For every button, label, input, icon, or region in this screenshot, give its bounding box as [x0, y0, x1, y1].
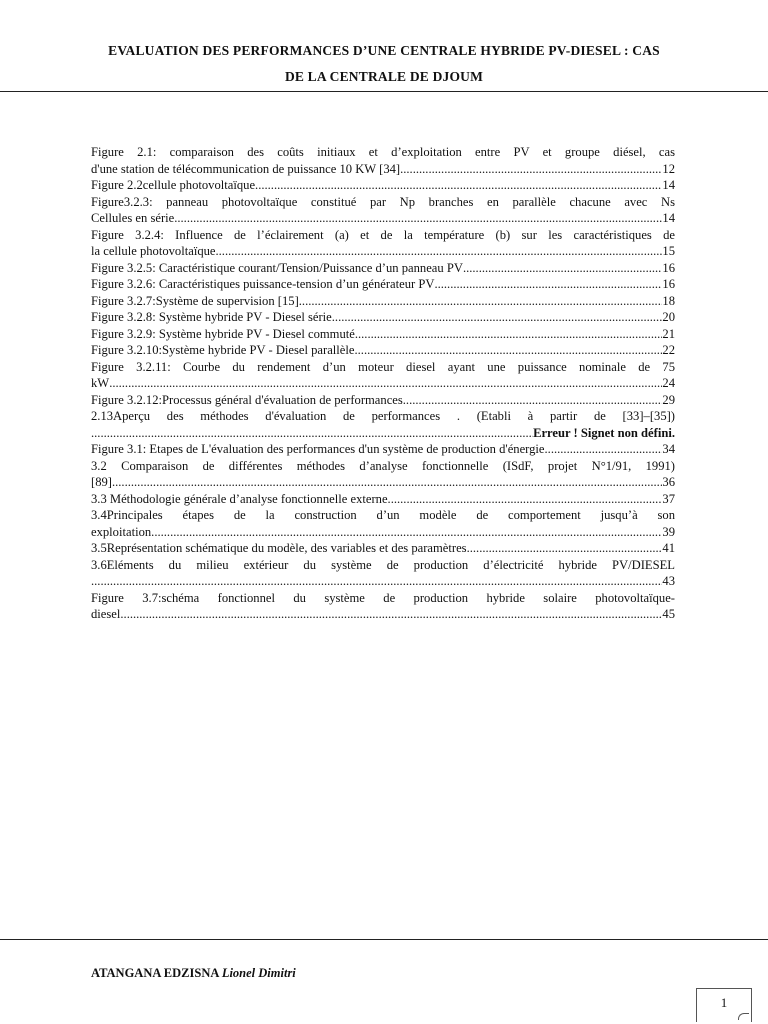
toc-entry[interactable] [91, 276, 675, 293]
toc-page-number: 36 [662, 475, 675, 489]
toc-entry-text: 3.6Eléments du milieu extérieur du système de production d’électricité hybride PV/DIESEL [91, 557, 675, 572]
toc-leader-dots [400, 161, 662, 178]
toc-entry[interactable] [91, 507, 675, 540]
header-title-line-1: EVALUATION DES PERFORMANCES D’UNE CENTRALE HYBRIDE PV-DIESEL : CAS [108, 43, 660, 58]
toc-error-text: Erreur ! Signet non défini. [533, 425, 675, 440]
toc-entry-text: 3.4Principales étapes de la construction d’un modèle de comportement jusqu’à son [91, 508, 675, 522]
toc-page-number: 37 [662, 491, 675, 506]
toc-page-number: 15 [662, 244, 675, 258]
toc-leader-dots [120, 606, 662, 623]
toc-entry-text: Figure 3.7:schéma fonctionnel du système de production hybride solaire photovoltaïque- [91, 590, 675, 605]
toc-leader-dots [332, 309, 663, 326]
toc-entry[interactable] [91, 491, 675, 508]
toc-entry-text: 3.3 Méthodologie générale d’analyse fonctionnelle externe [91, 491, 388, 506]
toc-entry-text: 3.5Représentation schématique du modèle, des variables et des paramètres [91, 541, 467, 555]
toc-page-number: 16 [662, 260, 675, 275]
table-of-figures [91, 144, 675, 623]
toc-entry[interactable] [91, 194, 675, 227]
toc-entry[interactable] [91, 177, 675, 194]
toc-leader-dots [548, 441, 663, 458]
toc-entry[interactable] [91, 293, 675, 310]
toc-leader-dots [112, 474, 662, 491]
toc-page-number: 22 [662, 343, 675, 357]
toc-entry-text: kW [91, 376, 110, 390]
toc-entry-text: Figure 2.1: comparaison des coûts initiaux et d’exploitation entre PV et groupe diésel, cas [91, 145, 675, 159]
toc-leader-dots [403, 392, 663, 409]
toc-entry-text: Figure 3.1: Etapes de L'évaluation des performances d'un système de production d'énergie. [91, 442, 548, 456]
toc-page-number: 14 [662, 178, 675, 192]
toc-page-number: 12 [662, 161, 675, 176]
toc-entry[interactable] [91, 227, 675, 260]
header-title-line-2: DE LA CENTRALE DE DJOUM [284, 69, 484, 84]
toc-entry-text: Figure 3.2.7:Système de supervision [15] [91, 293, 299, 308]
toc-leader-dots [434, 276, 662, 293]
toc-entry-text: Figure 3.2.10:Système hybride PV - Diesel parallèle [91, 343, 355, 357]
toc-page-number: 18 [662, 293, 675, 308]
toc-entry-text: d'une station de télécommunication de puissance 10 KW [34] [91, 161, 401, 176]
author-surname: ATANGANA EDZISNA [91, 966, 222, 980]
toc-entry[interactable] [91, 458, 675, 491]
toc-leader-dots [463, 260, 662, 277]
toc-leader-dots [355, 342, 663, 359]
toc-entry[interactable] [91, 540, 675, 557]
toc-entry-text: exploitation [91, 524, 152, 539]
toc-leader-dots [174, 210, 662, 227]
toc-entry[interactable] [91, 326, 675, 343]
toc-page-number: 24 [662, 376, 675, 390]
header-divider [0, 91, 768, 92]
toc-leader-dots [388, 491, 663, 508]
toc-page-number: 41 [662, 541, 675, 555]
toc-entry[interactable] [91, 359, 675, 392]
toc-leader-dots [151, 524, 662, 541]
toc-entry[interactable] [91, 144, 675, 177]
toc-entry[interactable] [91, 260, 675, 277]
toc-entry[interactable] [91, 590, 675, 623]
toc-entry-text: Figure 3.2.6: Caractéristiques puissance-tension d’un générateur PV [91, 277, 435, 291]
toc-entry-text: Figure 3.2.11: Courbe du rendement d’un moteur diesel ayant une puissance nominale de 75 [91, 359, 675, 374]
toc-entry[interactable] [91, 557, 675, 590]
toc-page-number: 14 [662, 211, 675, 225]
toc-page-number: 29 [662, 392, 675, 407]
toc-entry-text: Figure 3.2.12:Processus général d'évaluation de performances [91, 392, 403, 407]
page-curl-decoration [738, 1013, 749, 1020]
toc-page-number: 20 [662, 310, 675, 324]
toc-page-number: 16 [662, 277, 675, 291]
toc-entry-text: Figure 3.2.9: Système hybride PV - Diesel commuté [91, 326, 355, 341]
page-number: 1 [720, 995, 728, 1010]
toc-leader-dots [255, 177, 662, 194]
toc-leader-dots [216, 243, 663, 260]
toc-page-number: 21 [662, 326, 675, 341]
toc-leader-dots [299, 293, 663, 310]
toc-entry-text: Figure 3.2.8: Système hybride PV - Diesel série [91, 310, 332, 324]
toc-entry-text: 3.2 Comparaison de différentes méthodes d’analyse fonctionnelle (ISdF, projet N°1/91, 1991) [91, 458, 675, 473]
toc-entry[interactable] [91, 392, 675, 409]
toc-leader-dots [109, 375, 662, 392]
toc-page-number: 43 [662, 574, 675, 588]
toc-entry[interactable] [91, 441, 675, 458]
toc-entry[interactable] [91, 309, 675, 326]
author-given-name: Lionel Dimitri [221, 966, 296, 980]
toc-entry-text: Figure 2.2cellule photovoltaïque [91, 178, 256, 192]
toc-entry[interactable] [91, 408, 675, 441]
toc-entry-text: Figure 3.2.4: Influence de l’éclairement (a) et de la température (b) sur les caractéristiques de [91, 227, 675, 242]
toc-leader-dots [91, 425, 533, 442]
toc-entry-text: [89] [91, 475, 112, 489]
footer-author [91, 966, 296, 981]
toc-entry-text: diesel [91, 607, 121, 621]
toc-entry[interactable] [91, 342, 675, 359]
toc-entry-text: la cellule photovoltaïque [91, 244, 216, 258]
toc-entry-text: Figure3.2.3: panneau photovoltaïque constitué par Np branches en parallèle chacune avec Ns [91, 194, 675, 209]
toc-entry-text: Figure 3.2.5: Caractéristique courant/Tension/Puissance d’un panneau PV [91, 260, 463, 275]
toc-leader-dots [467, 540, 663, 557]
toc-page-number: 39 [662, 524, 675, 539]
page-number-box [696, 988, 752, 1022]
toc-entry-text: 2.13Aperçu des méthodes d'évaluation de performances . (Etabli à partir de [33]–[35]) [91, 409, 675, 423]
toc-page-number: 45 [662, 607, 675, 621]
page-header [0, 38, 768, 90]
toc-page-number: 34 [662, 442, 675, 456]
footer-divider [0, 939, 768, 940]
toc-leader-dots [91, 573, 662, 590]
toc-leader-dots [355, 326, 663, 343]
toc-entry-text: Cellules en série [91, 211, 175, 225]
